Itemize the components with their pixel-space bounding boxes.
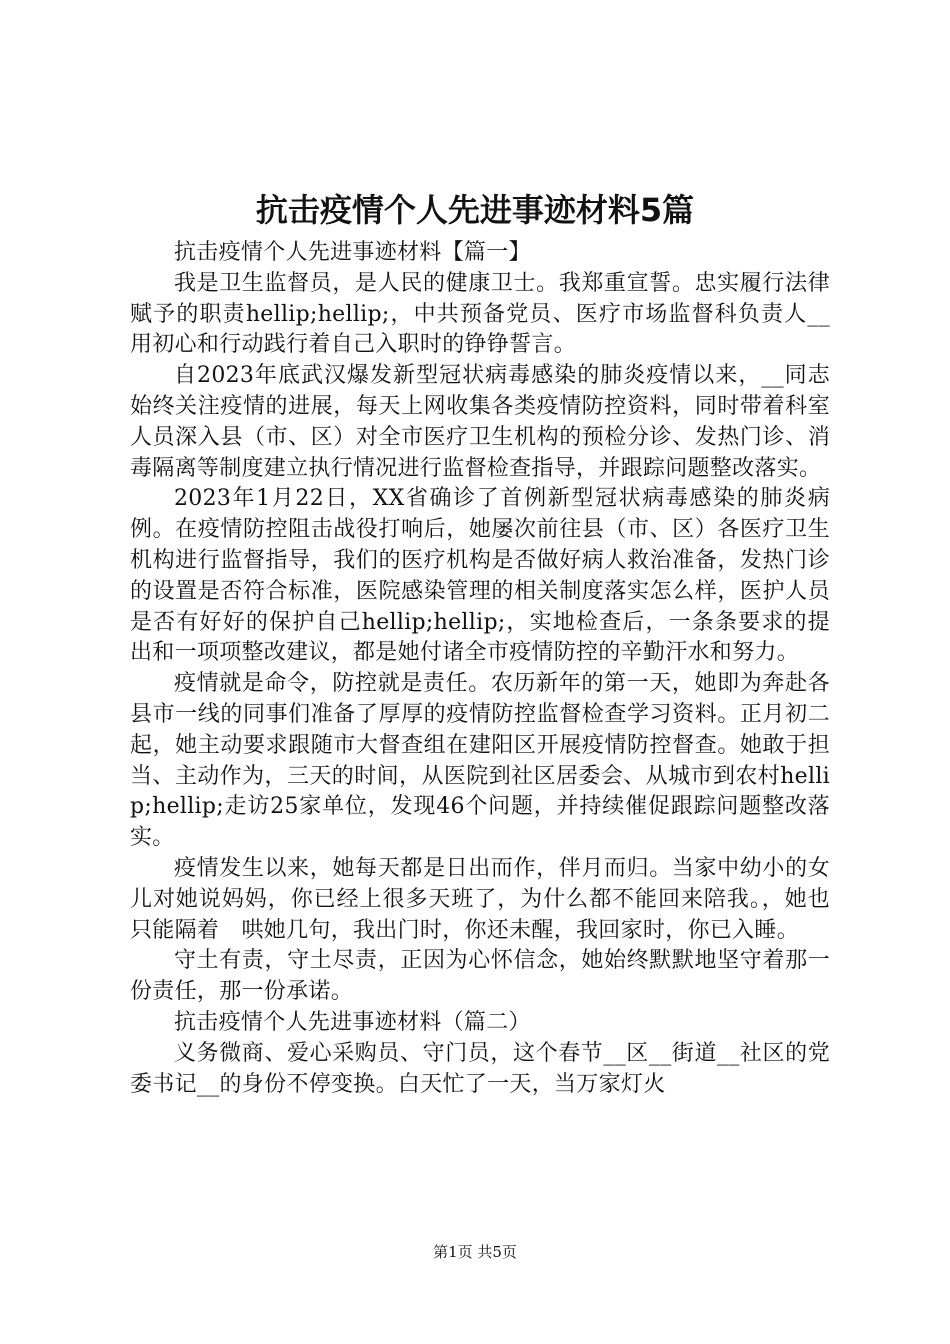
section-heading-1: 抗击疫情个人先进事迹材料【篇一】 [174,240,531,265]
section-heading-2: 抗击疫情个人先进事迹材料（篇二） [174,1009,531,1035]
paragraph: 2023年1月22日，XX省确诊了首例新型冠状病毒感染的肺炎病例。在疫情防控阻击战役打响后，她屡次前往县（市、区）各医疗卫生机构进行监督指导，我们的医疗机构是否做好病人救治准备，发热门诊的设置是否符合标准，医院感染管理的相关制度落实怎么样，医护人员是否有好好的保护自己hellip;hellip;，实地检查后，一条条要求的提出和一项项整改建议，都是她付诸全市疫情防控的辛勤汗水和努力。 [130,486,830,666]
paragraph: 自2023年底武汉爆发新型冠状病毒感染的肺炎疫情以来，__同志始终关注疫情的进展，每天上网收集各类疫情防控资料，同时带着科室人员深入县（市、区）对全市医疗卫生机构的预检分诊、发热门诊、消毒隔离等制度建立执行情况进行监督检查指导，并跟踪问题整改落实。 [130,363,830,481]
paragraph: 疫情就是命令，防控就是责任。农历新年的第一天，她即为奔赴各县市一线的同事们准备了厚厚的疫情防控监督检查学习资料。正月初二起，她主动要求跟随市大督查组在建阳区开展疫情防控督查。她敢于担当、主动作为，三天的时间，从医院到社区居委会、从城市到农村hellip;hellip;走访25家单位，发现46个问题，并持续催促跟踪问题整改落实。 [130,671,830,851]
paragraph: 义务微商、爱心采购员、守门员，这个春节__区__街道__社区的党委书记__的身份不停变换。白天忙了一天，当万家灯火 [130,1040,830,1097]
paragraph: 我是卫生监督员，是人民的健康卫士。我郑重宣誓。忠实履行法律赋予的职责hellip;hellip;，中共预备党员、医疗市场监督科负责人__用初心和行动践行着自己入职时的铮铮誓言。 [130,270,830,358]
paragraph: 守土有责，守土尽责，正因为心怀信念，她始终默默地坚守着那一份责任，那一份承诺。 [130,948,830,1005]
paragraph: 疫情发生以来，她每天都是日出而作，伴月而归。当家中幼小的女儿对她说妈妈，你已经上很多天班了，为什么都不能回来陪我。，她也只能隔着 哄她几句，我出门时，你还未醒，我回家时，你已入睡。 [130,855,830,943]
document-body [130,238,830,1100]
document-title: 抗击疫情个人先进事迹材料5篇 [255,191,695,229]
page-footer: 第1页 共5页 [433,1243,517,1261]
